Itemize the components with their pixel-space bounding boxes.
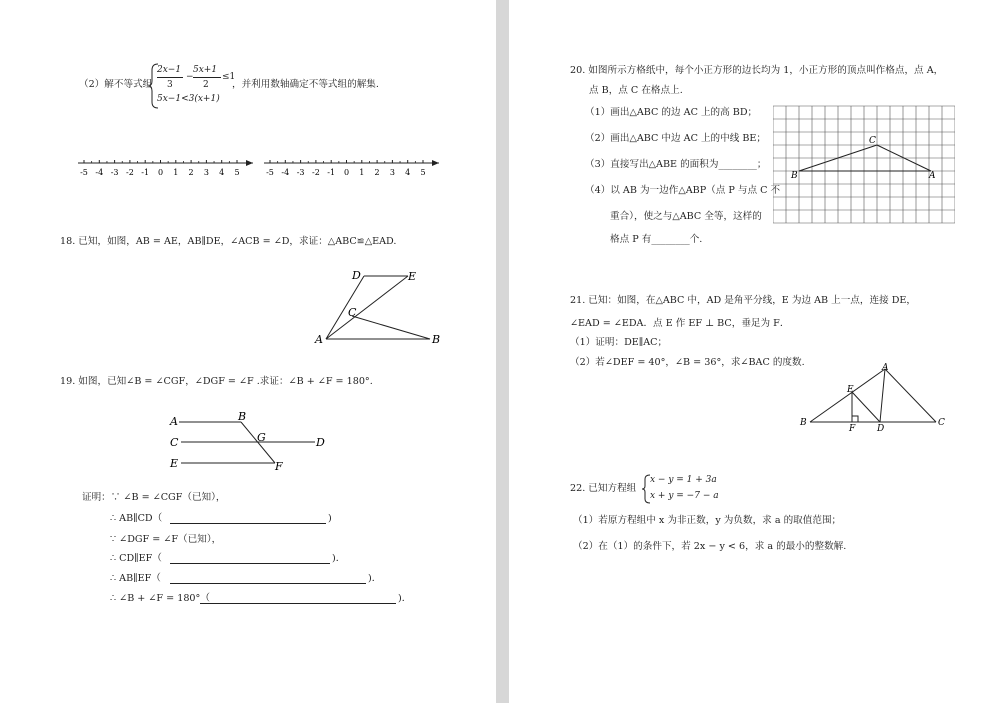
- q21-label-a: A: [882, 363, 889, 373]
- number-lines: [70, 155, 440, 183]
- q18-label-a: A: [315, 333, 323, 346]
- proof-end-2: ): [328, 513, 332, 524]
- number-line-tick-label: 1: [359, 168, 365, 177]
- number-line-tick-label: 0: [157, 168, 164, 177]
- number-line-tick-label: -4: [95, 168, 104, 177]
- answer-blank[interactable]: [170, 523, 326, 524]
- q18-label-d: D: [352, 269, 361, 282]
- number-line-tick-label: 4: [219, 168, 225, 177]
- q18-figure: [312, 266, 452, 350]
- grid-lines: [773, 106, 955, 223]
- answer-blank[interactable]: [170, 583, 366, 584]
- q17-2-ineq1-minus: −: [186, 72, 194, 82]
- q17-2-ineq1-num2: 5x+1: [193, 65, 218, 75]
- q22-prefix: 22. 已知方程组: [570, 483, 637, 494]
- q17-2-ineq1-den1: 3: [167, 80, 173, 90]
- number-line-tick-label: -2: [312, 168, 320, 177]
- q18-text: 18. 已知，如图，AB = AE，AB∥DE，∠ACB = ∠D，求证：△ABC≌△EAD.: [60, 236, 397, 247]
- number-line-tick-label: -5: [266, 168, 274, 177]
- q19-label-c: C: [170, 436, 179, 449]
- number-line-tick-label: -4: [281, 168, 290, 177]
- q22-item-2: （2）在（1）的条件下，若 2x − y < 6，求 a 的最小的整数解.: [573, 541, 847, 552]
- q20-label-b: B: [791, 171, 798, 181]
- answer-blank[interactable]: [200, 603, 396, 604]
- q17-2-suffix: ，并利用数轴确定不等式组的解集.: [232, 79, 379, 90]
- number-line-arrow: [246, 160, 253, 166]
- number-line-tick-label: 1: [173, 168, 179, 177]
- q19-figure: [165, 410, 335, 476]
- number-line-tick-label: 0: [343, 168, 350, 177]
- document-page-left: [0, 0, 496, 703]
- q20-label-c: C: [869, 136, 876, 146]
- number-line-tick-label: 2: [374, 168, 380, 177]
- q19-proof-line-2: ∴ AB∥CD（: [110, 513, 163, 524]
- q21-label-b: B: [800, 418, 807, 428]
- number-line-tick-label: -1: [327, 168, 336, 177]
- answer-blank[interactable]: [170, 563, 330, 564]
- q19-proof-line-6: ∴ ∠B + ∠F = 180°（: [110, 593, 210, 604]
- q17-2-ineq1-num1: 2x−1: [157, 65, 182, 75]
- q19-proof-line-5: ∴ AB∥EF（: [110, 573, 161, 584]
- q22-eq-2: x + y = −7 − a: [650, 491, 719, 501]
- q20-text-line-1: 20. 如图所示方格纸中，每个小正方形的边长均为 1，小正方形的顶点叫作格点，点 A，: [570, 65, 944, 76]
- q20-item-3: （3）直接写出△ABE 的面积为________；: [585, 159, 767, 170]
- number-line-tick-label: 5: [234, 168, 240, 177]
- q17-2-ineq1-rel: ≤1: [222, 72, 236, 82]
- fraction-bar: [157, 77, 183, 78]
- number-line-tick-label: -1: [141, 168, 150, 177]
- q18-label-e: E: [408, 270, 417, 283]
- q21-figure: [796, 360, 956, 435]
- q19-label-d: D: [316, 436, 325, 449]
- number-line-tick-label: -3: [110, 168, 119, 177]
- q21-label-d: D: [877, 424, 885, 434]
- q21-label-e: E: [847, 385, 854, 395]
- q20-item-1: （1）画出△ABC 的边 AC 上的高 BD；: [585, 107, 758, 118]
- number-line-tick-label: 3: [389, 168, 395, 177]
- proof-end-5: )．: [368, 573, 382, 584]
- q20-item-4-cont: 重合），使之与△ABC 全等，这样的: [610, 211, 762, 222]
- number-line-tick-label: -3: [296, 168, 305, 177]
- number-line-1: [78, 160, 253, 177]
- q17-2-prefix: （2）解不等式组: [79, 79, 153, 90]
- q21-item-2: （2）若∠DEF = 40°，∠B = 36°，求∠BAC 的度数.: [570, 357, 805, 368]
- q19-proof-line-4: ∴ CD∥EF（: [110, 553, 162, 564]
- q19-proof-line-1: 证明：∵ ∠B = ∠CGF（已知），: [82, 492, 226, 503]
- q17-2-ineq1-den2: 2: [203, 80, 209, 90]
- q19-label-e: E: [170, 457, 179, 470]
- number-line-2: [264, 160, 439, 177]
- q21-label-c: C: [938, 418, 945, 428]
- proof-end-4: )．: [332, 553, 346, 564]
- q21-text-line-2: ∠EAD = ∠EDA．点 E 作 EF ⊥ BC，垂足为 F．: [570, 318, 790, 329]
- q21-text-line-1: 21. 已知：如图，在△ABC 中，AD 是角平分线，E 为边 AB 上一点，连接 DE，: [570, 295, 917, 306]
- q20-item-2: （2）画出△ABC 中边 AC 上的中线 BE；: [585, 133, 767, 144]
- number-line-tick-label: 3: [203, 168, 209, 177]
- q20-label-a: A: [929, 171, 936, 181]
- q18-label-b: B: [432, 333, 441, 346]
- q19-label-g: G: [257, 431, 266, 444]
- number-line-tick-label: -5: [80, 168, 88, 177]
- proof-end-6: )．: [398, 593, 412, 604]
- fraction-bar: [193, 77, 221, 78]
- document-page-right: [509, 0, 1005, 703]
- q19-text: 19. 如图，已知∠B = ∠CGF，∠DGF = ∠F .求证：∠B + ∠F = 180°.: [60, 376, 373, 387]
- q17-2-ineq2: 5x−1<3(x+1): [157, 94, 220, 104]
- q19-label-b: B: [238, 410, 247, 423]
- q19-label-f: F: [275, 460, 283, 473]
- number-line-tick-label: 4: [405, 168, 411, 177]
- q20-item-4: （4）以 AB 为一边作△ABP（点 P 与点 C 不: [585, 185, 781, 196]
- number-line-tick-label: -2: [126, 168, 134, 177]
- q19-label-a: A: [170, 415, 178, 428]
- q21-label-f: F: [849, 424, 856, 434]
- q20-item-4-end: 格点 P 有________个.: [610, 234, 703, 245]
- number-line-tick-label: 2: [188, 168, 194, 177]
- q18-label-c: C: [348, 306, 357, 319]
- q21-item-1: （1）证明：DE∥AC；: [570, 337, 668, 348]
- page-gutter: [496, 0, 509, 703]
- number-line-tick-label: 5: [420, 168, 426, 177]
- q22-item-1: （1）若原方程组中 x 为非正数，y 为负数，求 a 的取值范围；: [573, 515, 842, 526]
- q20-grid-figure: [773, 105, 955, 225]
- number-line-arrow: [432, 160, 439, 166]
- q19-proof-line-3: ∵ ∠DGF = ∠F（已知），: [110, 534, 222, 545]
- q22-eq-1: x − y = 1 + 3a: [650, 475, 717, 485]
- q20-text-line-2: 点 B，点 C 在格点上.: [589, 85, 683, 96]
